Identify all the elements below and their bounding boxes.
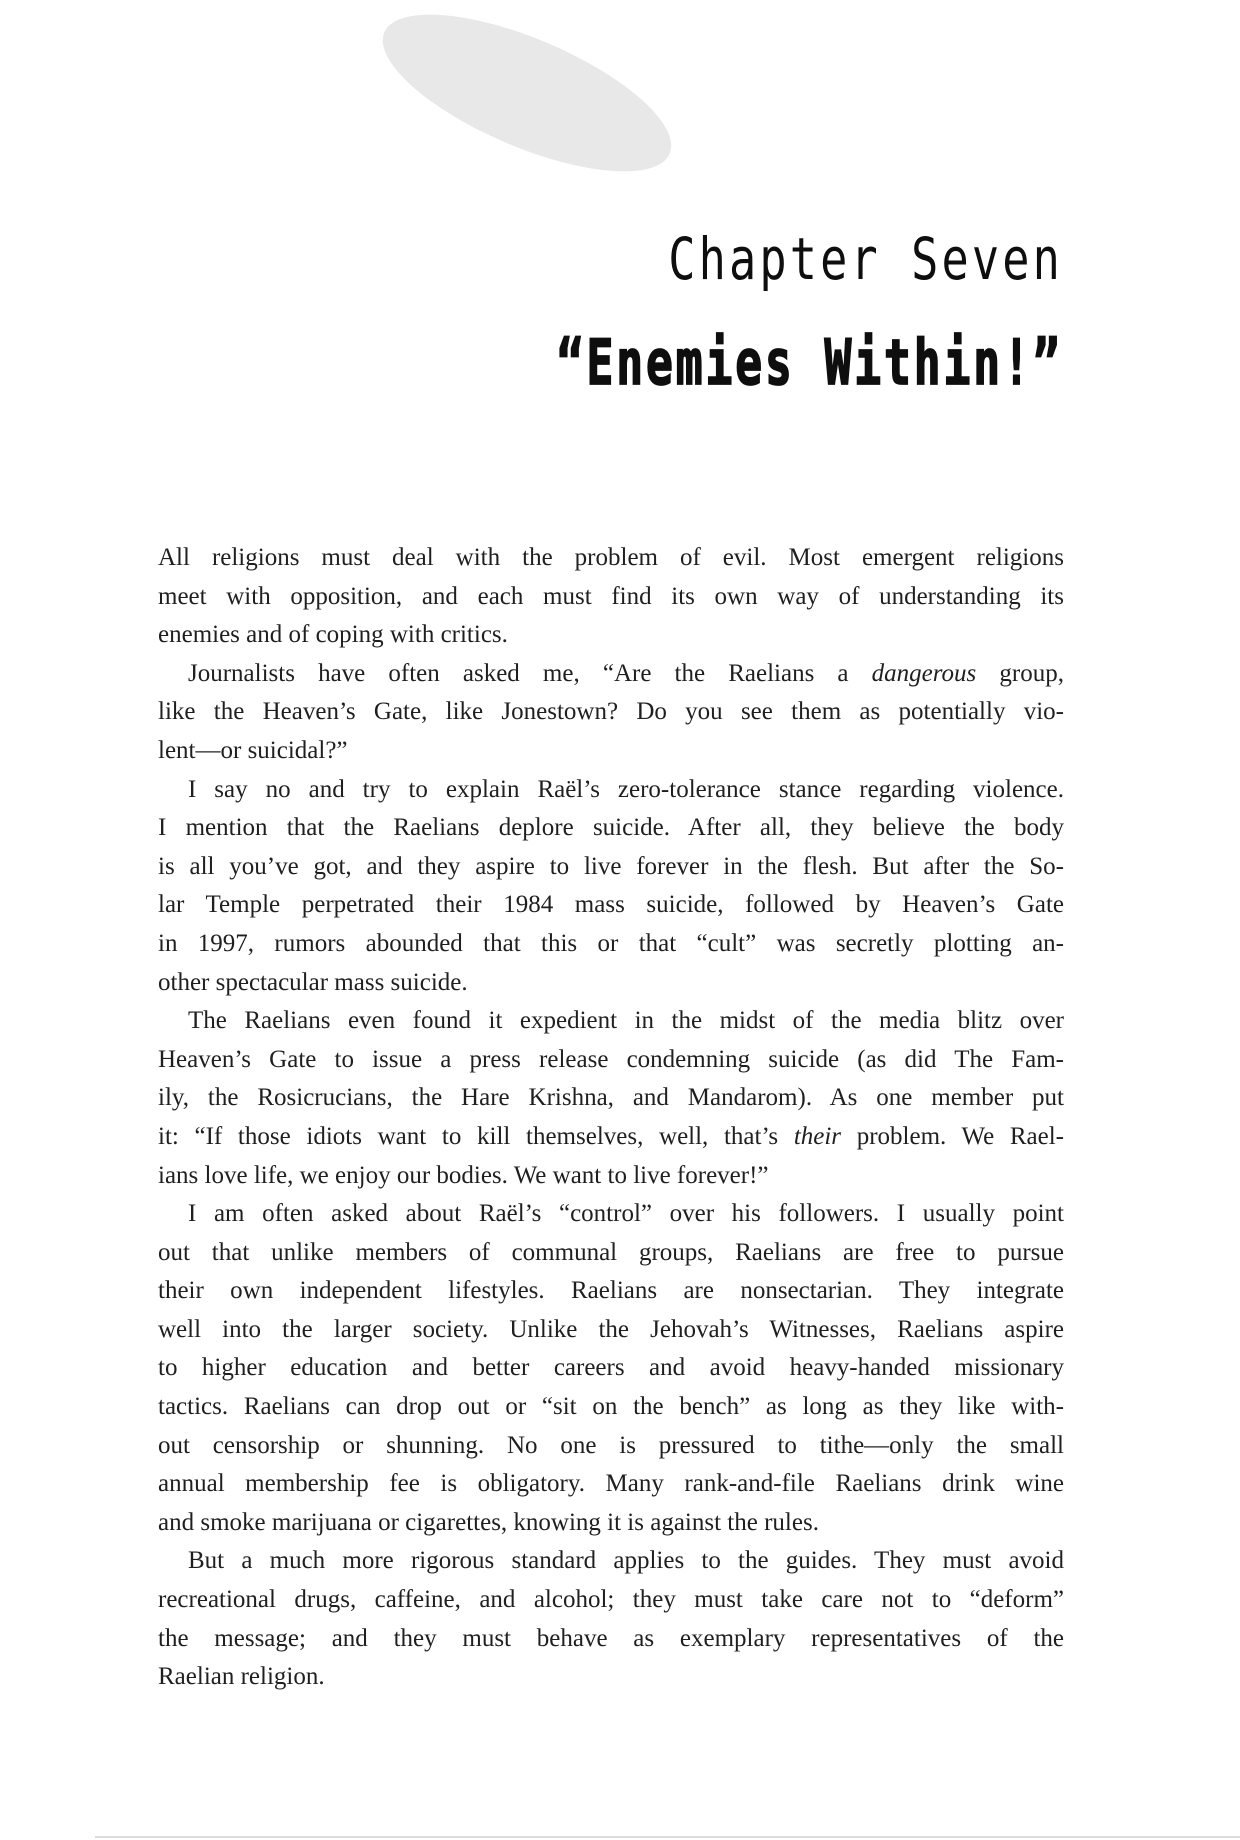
paragraph <box>158 1542 1064 1696</box>
page-bottom-edge <box>95 1836 1240 1838</box>
text-segment: I say no and try to explain Raël’s zero-tolerance stance regarding violence. <box>188 775 1064 803</box>
text-line <box>158 1311 1064 1350</box>
text-segment: it: “If those idiots want to kill themselves, well, that’s <box>158 1122 794 1150</box>
text-segment: ily, the Rosicrucians, the Hare Krishna, and Mandarom). As one member put <box>158 1084 1064 1112</box>
text-segment: I mention that the Raelians deplore suicide. After all, they believe the body <box>158 814 1064 842</box>
text-segment: Heaven’s Gate to issue a press release condemning suicide (as did The Fam- <box>158 1045 1064 1073</box>
paragraph <box>158 1195 1064 1542</box>
text-line <box>158 1157 1064 1196</box>
text-segment: The Raelians even found it expedient in the midst of the media blitz over <box>188 1007 1064 1035</box>
text-line <box>158 1581 1064 1620</box>
text-line <box>158 1234 1064 1273</box>
text-line <box>158 1272 1064 1311</box>
paragraph <box>158 539 1064 655</box>
text-segment: recreational drugs, caffeine, and alcohol; they must take care not to “deform” <box>158 1586 1064 1614</box>
text-segment: But a much more rigorous standard applies to the guides. They must avoid <box>188 1547 1064 1575</box>
chapter-title: “Enemies Within!” <box>557 326 1063 399</box>
text-segment: Journalists have often asked me, “Are the Raelians a <box>188 659 872 687</box>
paragraph <box>158 655 1064 771</box>
chapter-body <box>158 539 1064 1697</box>
text-line <box>158 1118 1064 1157</box>
text-line <box>158 693 1064 732</box>
text-line <box>158 1002 1064 1041</box>
text-segment: lent—or suicidal?” <box>158 736 348 764</box>
text-line <box>158 578 1064 617</box>
text-line <box>158 1349 1064 1388</box>
text-line <box>158 1658 1064 1697</box>
text-segment: Raelian religion. <box>158 1663 325 1691</box>
text-line <box>158 1620 1064 1659</box>
text-segment: tactics. Raelians can drop out or “sit on the bench” as long as they like with- <box>158 1393 1064 1421</box>
text-line <box>158 1427 1064 1466</box>
text-segment: enemies and of coping with critics. <box>158 621 508 649</box>
text-segment: like the Heaven’s Gate, like Jonestown? Do you see them as potentially vio- <box>158 698 1064 726</box>
text-line <box>158 732 1064 771</box>
text-line <box>158 1504 1064 1543</box>
text-segment: lar Temple perpetrated their 1984 mass suicide, followed by Heaven’s Gate <box>158 891 1064 919</box>
text-segment: out that unlike members of communal groups, Raelians are free to pursue <box>158 1238 1064 1266</box>
text-segment: is all you’ve got, and they aspire to live forever in the flesh. But after the So- <box>158 852 1064 880</box>
text-line <box>158 925 1064 964</box>
text-segment: out censorship or shunning. No one is pressured to tithe—only the small <box>158 1431 1064 1459</box>
text-segment: group, <box>976 659 1064 687</box>
italic-text: their <box>793 1122 842 1150</box>
text-segment: I am often asked about Raël’s “control” over his followers. I usually point <box>188 1200 1064 1228</box>
text-segment: meet with opposition, and each must find its own way of understanding its <box>158 582 1064 610</box>
text-line <box>158 964 1064 1003</box>
text-line <box>158 1388 1064 1427</box>
decorative-ellipse <box>363 0 691 203</box>
paragraph <box>158 771 1064 1003</box>
text-segment: their own independent lifestyles. Raelians are nonsectarian. They integrate <box>158 1277 1064 1305</box>
text-line <box>158 1465 1064 1504</box>
text-segment: problem. We Rael- <box>841 1122 1064 1150</box>
text-segment: the message; and they must behave as exemplary representatives of the <box>158 1624 1064 1652</box>
text-line <box>158 771 1064 810</box>
text-segment: other spectacular mass suicide. <box>158 968 468 996</box>
text-line <box>158 809 1064 848</box>
text-line <box>158 655 1064 694</box>
text-line <box>158 1542 1064 1581</box>
italic-text: dangerous <box>871 659 977 687</box>
text-segment: annual membership fee is obligatory. Many rank-and-file Raelians drink wine <box>158 1470 1064 1498</box>
text-segment: All religions must deal with the problem of evil. Most emergent religions <box>158 544 1064 571</box>
text-segment: ians love life, we enjoy our bodies. We want to live forever!” <box>158 1161 769 1189</box>
text-line <box>158 1195 1064 1234</box>
text-segment: and smoke marijuana or cigarettes, knowing it is against the rules. <box>158 1508 819 1536</box>
text-line <box>158 616 1064 655</box>
chapter-number-heading: Chapter Seven <box>668 225 1063 293</box>
text-line <box>158 1079 1064 1118</box>
text-segment: to higher education and better careers and avoid heavy-handed missionary <box>158 1354 1064 1382</box>
paragraph <box>158 1002 1064 1195</box>
text-line <box>158 539 1064 578</box>
text-segment: in 1997, rumors abounded that this or that “cult” was secretly plotting an- <box>158 929 1064 957</box>
text-line <box>158 886 1064 925</box>
text-line <box>158 848 1064 887</box>
text-line <box>158 1041 1064 1080</box>
text-segment: well into the larger society. Unlike the Jehovah’s Witnesses, Raelians aspire <box>158 1315 1064 1343</box>
